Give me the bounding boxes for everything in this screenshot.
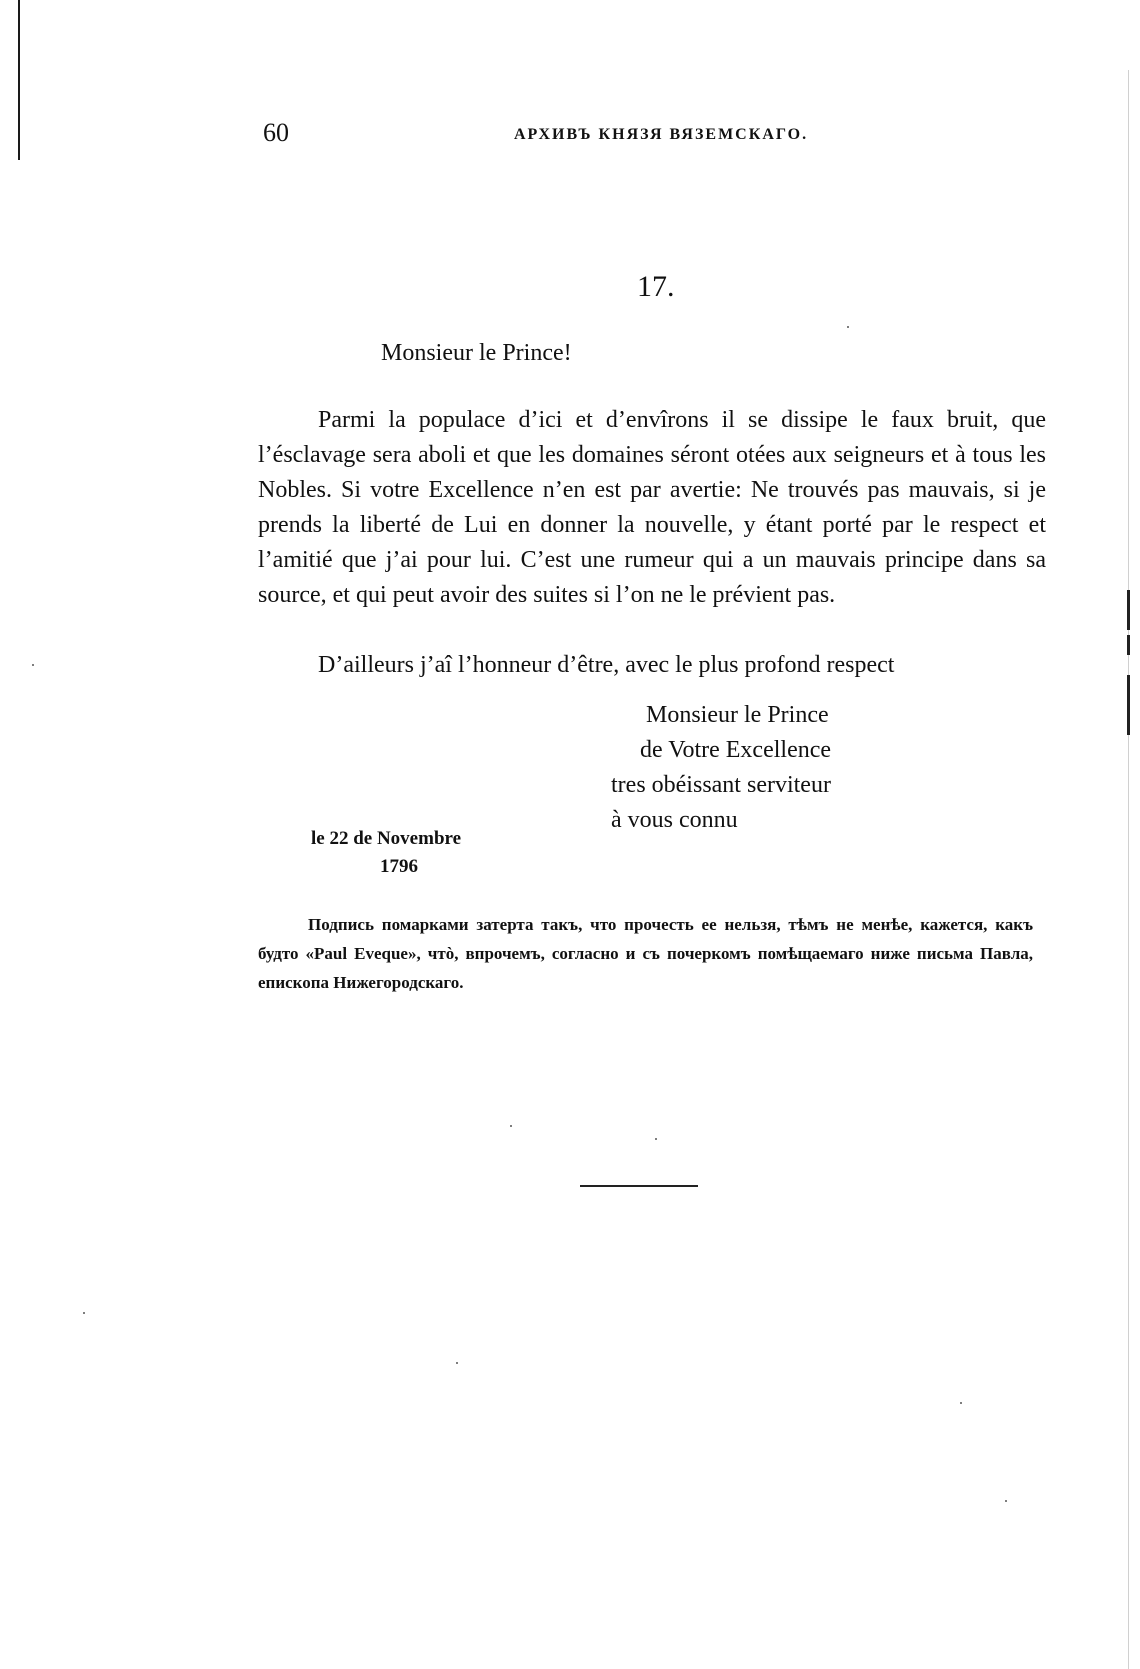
- running-title: АРХИВЪ КНЯЗЯ ВЯЗЕМСКАГО.: [514, 126, 809, 143]
- scan-speck: [456, 1362, 458, 1364]
- scan-speck: [510, 1125, 512, 1127]
- signature-line: de Votre Excellence: [640, 737, 832, 763]
- page-number: 60: [263, 118, 289, 147]
- scan-speck: [960, 1402, 962, 1404]
- signature-line: tres obéissant serviteur: [611, 772, 831, 798]
- scan-edge-right: [1128, 70, 1129, 1669]
- signature-line: Monsieur le Prince: [646, 702, 829, 728]
- footnote: [258, 910, 1033, 997]
- salutation: Monsieur le Prince!: [381, 340, 572, 366]
- scan-edge-left: [18, 0, 20, 160]
- scan-mark: [1127, 635, 1130, 655]
- signature-line: à vous connu: [611, 807, 738, 833]
- closing-line: D’ailleurs j’aî l’honneur d’être, avec le plus profond respect: [318, 652, 895, 678]
- scan-speck: [847, 326, 849, 328]
- scan-speck: [1005, 1500, 1007, 1502]
- scan-speck: [32, 664, 34, 666]
- date-year: 1796: [380, 856, 418, 877]
- letter-paragraph: Parmi la populace d’ici et d’envîrons il se dissipe le faux bruit, que l’ésclavage sera aboli et que les domaines séront otées aux seigneurs et à tous les Nobles. Si votre Excellence n’en est par avertie: Ne trouvés pas mauvais, si je prends la liberté de Lui en donner la nouvelle, y étant porté par le respect et l’amitié que j’ai pour lui. C’est une rumeur qui a un mauvais principe dans sa source, et qui peut avoir des suites si l’on ne le prévient pas.: [258, 407, 1046, 608]
- scan-speck: [83, 1312, 85, 1314]
- scan-speck: [655, 1138, 657, 1140]
- scan-mark: [1127, 590, 1130, 630]
- letter-number: 17.: [637, 270, 675, 303]
- scan-mark: [1127, 675, 1130, 735]
- date-line: le 22 de Novembre: [311, 828, 462, 849]
- end-rule: [580, 1185, 698, 1187]
- footnote-text: Подпись помарками затерта такъ, что прочесть ее нельзя, тѣмъ не менѣе, кажется, какъ будто «Paul Eveque», чтò, впрочемъ, согласно и съ почеркомъ помѣщаемаго ниже письма Павла, епископа Нижегородскаго.: [258, 915, 1033, 992]
- letter-body: [258, 403, 1046, 613]
